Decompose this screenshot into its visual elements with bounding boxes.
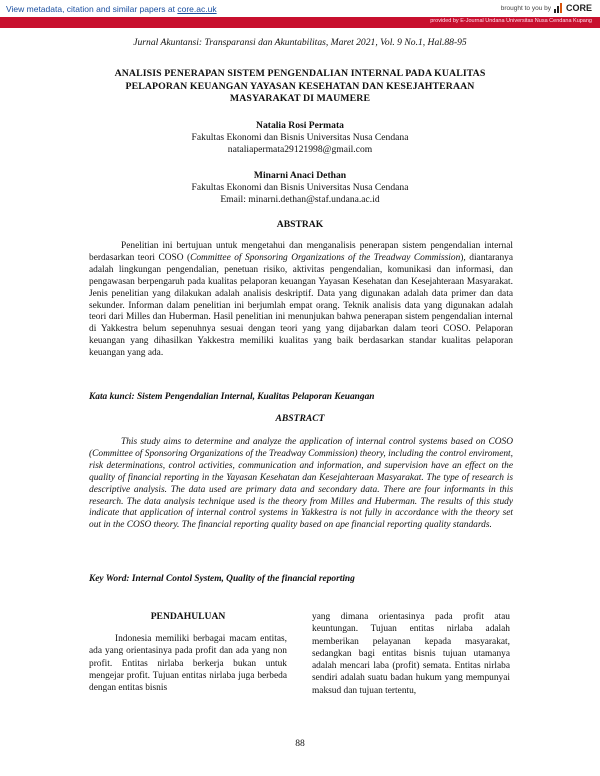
intro-right-text: yang dimana orientasinya pada profit atau keuntungan. Tujuan entitas nirlaba adalah memberikan pelayanan kepada masyarakat, sedangkan bagi entitas bisnis tujuan utamanya adalah mencari laba (profit) semata. Entitas nirlaba sendiri adalah suatu badan hukum yang mempunyai maksud dan tujuan tertentu, (312, 612, 510, 696)
author-block-1 (0, 120, 600, 156)
author-affiliation: Fakultas Ekonomi dan Bisnis Universitas Nusa Cendana (191, 182, 409, 193)
core-logo-icon (554, 3, 564, 13)
kata-kunci-label: Kata kunci: (89, 392, 135, 402)
brought-by[interactable] (501, 3, 592, 13)
kata-kunci-values: Sistem Pengendalian Internal, Kualitas Pelaporan Keuangan (136, 392, 375, 402)
title-line: PELAPORAN KEUANGAN YAYASAN KESEHATAN DAN KESEJAHTERAAN (125, 80, 475, 92)
abstrak-text-italic: Committee of Sponsoring Organizations of the Treadway Commission (190, 252, 461, 263)
metadata-link-prefix[interactable]: View metadata, citation and similar papers at (6, 4, 175, 14)
kata-kunci (89, 392, 513, 402)
abstrak-heading: ABSTRAK (276, 219, 324, 230)
author-name: Natalia Rosi Permata (256, 120, 344, 131)
paper-title (70, 68, 530, 106)
intro-left-text: Indonesia memiliki berbagai macam entitas, ada yang orientasinya pada profit dan ada yang non profit. Entitas nirlaba berkerja bukan untuk mengejar profit. Tujuan entitas nirlaba juga berbeda dengan entitas bisnis (89, 634, 287, 694)
title-line: MASYARAKAT DI MAUMERE (229, 93, 371, 104)
abstrak-text-part-2: ), diantaranya adalah lingkungan pengendalian, penetuan risiko, aktivitas pengendalian, komunikasi dan informasi, dan pengawasan berpengaruh pada kualitas pelaporan keuangan Yayasan Kesehatan dan Kesejahteraan Masyarakat. Jenis penelitian yang dilakukan adalah analisis deskriptif. Data yang digunakan adalah data primer dan data sekunder. Informan dalam penelitian ini berjumlah empat orang. Teknik analisis data yang digunakan adalah teori dari Milles dan Huberman. Hasil penelitian ini menunjukan bahwa penerapan sistem pengendalian internal di Yakkestra belum sepenuhnya sesuai dengan teori yang yang dijabarkan dalam teori COSO. Pelaporan keuangan yang dihasilkan Yakkestra memiliki kualitas yang baik berdasarkan standar kualitas pelaporan keuangan yang ada. (89, 252, 513, 359)
core-label: CORE (565, 3, 592, 13)
page-number: 88 (295, 738, 305, 749)
abstrak-text (89, 241, 513, 360)
provider-bar (0, 17, 600, 28)
core-domain-link[interactable]: core.ac.uk (177, 4, 217, 14)
core-brand[interactable] (554, 3, 592, 13)
author-email: nataliapermata29121998@gmail.com (227, 144, 373, 155)
author-name: Minarni Anaci Dethan (253, 170, 347, 181)
author-block-2 (0, 170, 600, 206)
intro-left-column (89, 633, 287, 694)
brought-text: brought to you by (500, 4, 551, 12)
key-words: Key Word: Internal Contol System, Quality of the financial reporting (89, 574, 355, 584)
author-affiliation: Fakultas Ekonomi dan Bisnis Universitas Nusa Cendana (191, 132, 409, 143)
pendahuluan-heading: PENDAHULUAN (150, 611, 226, 622)
intro-right-column (312, 611, 510, 697)
journal-header: Jurnal Akuntansi: Transparansi dan Akuntabilitas, Maret 2021, Vol. 9 No.1, Hal.88-95 (133, 37, 467, 48)
abstrak-text-part-1: Penelitian ini bertujuan untuk mengetahui dan menganalisis penerapan sistem pengendalian internal berdasarkan teori COSO ( (89, 241, 513, 263)
abstract-heading: ABSTRACT (275, 413, 325, 424)
core-banner (0, 0, 600, 29)
abstract-text-body: This study aims to determine and analyze the application of internal control systems based on COSO (Committee of Sponsoring Organizations of the Treadway Commission) theory, including the control enviroment, risk determinations, control activities, communication and information, and supervision have an effect on the quality of financial reporting in the Yayasan Kesehatan dan Kesejahteraan Masyarakat. The type of research is descriptive analysis. The data used are primary data and secondary data. There are four informants in this research. The data analysis technique used is the theory from Milles and Huberman. The results of this study indicate that application of internal control systems in Yakkestra is not fully in accordance with the theory set out in the COSO theory. The financial reporting quality based on ape financial reporting quality standards. (89, 437, 513, 531)
title-line: ANALISIS PENERAPAN SISTEM PENGENDALIAN INTERNAL PADA KUALITAS (114, 68, 486, 79)
provider-text[interactable]: provided by E-Journal Undana Universitas Nusa Cendana Kupang (430, 18, 592, 24)
abstract-text (89, 437, 513, 532)
author-email: Email: minarni.dethan@staf.undana.ac.id (220, 194, 380, 205)
metadata-link[interactable] (6, 4, 217, 14)
